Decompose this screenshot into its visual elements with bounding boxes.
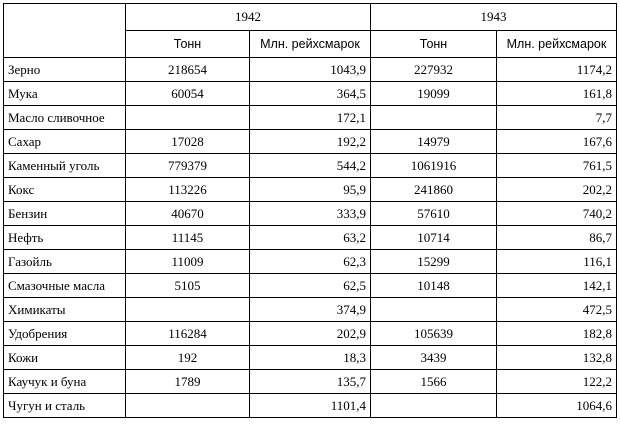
import-table bbox=[3, 3, 617, 418]
table-row bbox=[4, 202, 617, 226]
marks-1943-cell: 182,8 bbox=[497, 322, 617, 346]
table-row bbox=[4, 178, 617, 202]
table-row bbox=[4, 250, 617, 274]
tons-header-1943: Тонн bbox=[371, 31, 497, 58]
tons-1943-cell: 57610 bbox=[371, 202, 497, 226]
marks-1942-cell: 192,2 bbox=[250, 130, 371, 154]
tons-1942-cell: 192 bbox=[126, 346, 250, 370]
tons-1943-cell: 10714 bbox=[371, 226, 497, 250]
marks-1943-cell: 86,7 bbox=[497, 226, 617, 250]
tons-1943-cell: 1566 bbox=[371, 370, 497, 394]
tons-1943-cell: 19099 bbox=[371, 82, 497, 106]
tons-header-1942: Тонн bbox=[126, 31, 250, 58]
tons-1943-cell: 10148 bbox=[371, 274, 497, 298]
marks-1943-cell: 761,5 bbox=[497, 154, 617, 178]
table-row bbox=[4, 274, 617, 298]
marks-1943-cell: 142,1 bbox=[497, 274, 617, 298]
marks-1942-cell: 1043,9 bbox=[250, 58, 371, 82]
tons-1942-cell: 113226 bbox=[126, 178, 250, 202]
table-row bbox=[4, 154, 617, 178]
marks-1943-cell: 161,8 bbox=[497, 82, 617, 106]
tons-1943-cell bbox=[371, 394, 497, 418]
year-header-row bbox=[4, 4, 617, 31]
marks-1942-cell: 62,3 bbox=[250, 250, 371, 274]
marks-1942-cell: 135,7 bbox=[250, 370, 371, 394]
marks-1942-cell: 18,3 bbox=[250, 346, 371, 370]
marks-1943-cell: 472,5 bbox=[497, 298, 617, 322]
marks-1943-cell: 122,2 bbox=[497, 370, 617, 394]
commodity-name: Газойль bbox=[4, 250, 126, 274]
marks-1942-cell: 374,9 bbox=[250, 298, 371, 322]
marks-1942-cell: 202,9 bbox=[250, 322, 371, 346]
commodity-name: Каучук и буна bbox=[4, 370, 126, 394]
marks-1943-cell: 740,2 bbox=[497, 202, 617, 226]
tons-1942-cell: 11009 bbox=[126, 250, 250, 274]
commodity-name: Химикаты bbox=[4, 298, 126, 322]
tons-1943-cell: 241860 bbox=[371, 178, 497, 202]
table-row bbox=[4, 394, 617, 418]
tons-1942-cell: 116284 bbox=[126, 322, 250, 346]
tons-1942-cell: 40670 bbox=[126, 202, 250, 226]
tons-1942-cell: 17028 bbox=[126, 130, 250, 154]
table-row bbox=[4, 346, 617, 370]
year-1942-header: 1942 bbox=[126, 4, 371, 31]
table-row bbox=[4, 82, 617, 106]
table-row bbox=[4, 298, 617, 322]
marks-1943-cell: 1174,2 bbox=[497, 58, 617, 82]
tons-1942-cell bbox=[126, 394, 250, 418]
marks-1943-cell: 116,1 bbox=[497, 250, 617, 274]
tons-1943-cell: 105639 bbox=[371, 322, 497, 346]
tons-1943-cell: 3439 bbox=[371, 346, 497, 370]
commodity-name: Смазочные масла bbox=[4, 274, 126, 298]
commodity-name: Кожи bbox=[4, 346, 126, 370]
tons-1942-cell: 5105 bbox=[126, 274, 250, 298]
commodity-name: Зерно bbox=[4, 58, 126, 82]
commodity-name: Чугун и сталь bbox=[4, 394, 126, 418]
table-row bbox=[4, 58, 617, 82]
marks-1942-cell: 364,5 bbox=[250, 82, 371, 106]
table-row bbox=[4, 322, 617, 346]
marks-header-1943: Млн. рейхсмарок bbox=[497, 31, 617, 58]
marks-1942-cell: 544,2 bbox=[250, 154, 371, 178]
marks-1942-cell: 62,5 bbox=[250, 274, 371, 298]
tons-1942-cell: 11145 bbox=[126, 226, 250, 250]
tons-1942-cell: 60054 bbox=[126, 82, 250, 106]
marks-1943-cell: 7,7 bbox=[497, 106, 617, 130]
tons-1943-cell: 1061916 bbox=[371, 154, 497, 178]
commodity-name: Мука bbox=[4, 82, 126, 106]
commodity-name: Сахар bbox=[4, 130, 126, 154]
commodity-name: Нефть bbox=[4, 226, 126, 250]
tons-1942-cell bbox=[126, 106, 250, 130]
tons-1943-cell: 227932 bbox=[371, 58, 497, 82]
tons-1943-cell: 15299 bbox=[371, 250, 497, 274]
marks-header-1942: Млн. рейхсмарок bbox=[250, 31, 371, 58]
corner-cell bbox=[4, 4, 126, 58]
table-row bbox=[4, 106, 617, 130]
marks-1943-cell: 1064,6 bbox=[497, 394, 617, 418]
marks-1942-cell: 172,1 bbox=[250, 106, 371, 130]
marks-1943-cell: 132,8 bbox=[497, 346, 617, 370]
commodity-name: Удобрения bbox=[4, 322, 126, 346]
tons-1943-cell bbox=[371, 298, 497, 322]
tons-1943-cell bbox=[371, 106, 497, 130]
table-row bbox=[4, 226, 617, 250]
tons-1942-cell: 218654 bbox=[126, 58, 250, 82]
tons-1942-cell bbox=[126, 298, 250, 322]
marks-1942-cell: 1101,4 bbox=[250, 394, 371, 418]
marks-1943-cell: 202,2 bbox=[497, 178, 617, 202]
year-1943-header: 1943 bbox=[371, 4, 617, 31]
table-row bbox=[4, 370, 617, 394]
marks-1942-cell: 333,9 bbox=[250, 202, 371, 226]
tons-1942-cell: 779379 bbox=[126, 154, 250, 178]
marks-1943-cell: 167,6 bbox=[497, 130, 617, 154]
marks-1942-cell: 95,9 bbox=[250, 178, 371, 202]
commodity-name: Каменный уголь bbox=[4, 154, 126, 178]
commodity-name: Бензин bbox=[4, 202, 126, 226]
tons-1943-cell: 14979 bbox=[371, 130, 497, 154]
tons-1942-cell: 1789 bbox=[126, 370, 250, 394]
commodity-name: Кокс bbox=[4, 178, 126, 202]
commodity-name: Масло сливочное bbox=[4, 106, 126, 130]
table-row bbox=[4, 130, 617, 154]
marks-1942-cell: 63,2 bbox=[250, 226, 371, 250]
